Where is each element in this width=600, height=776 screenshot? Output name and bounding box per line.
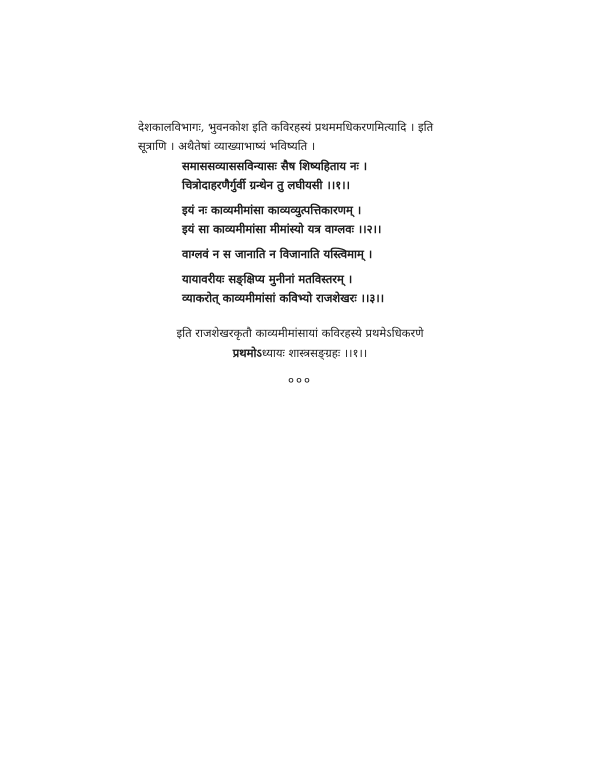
verse-line: समाससव्याससविन्यासः सैष शिष्यहिताय नः ।	[182, 159, 368, 173]
colophon-line-2	[130, 343, 470, 363]
verse-line: व्याकरोत् काव्यमीमांसां कविभ्यो राजशेखरः ।।३।।	[182, 291, 385, 305]
end-mark: ०००	[288, 373, 312, 387]
colophon-rest: ध्यायः शास्त्रसङ्ग्रहः ।।१।।	[261, 346, 368, 360]
prose-line-1: देशकालविभागः, भुवनकोश इति कविरहस्यं प्रथममधिकरणमित्यादि । इति	[138, 120, 434, 134]
verse-line: चित्रोदाहरणैर्गुर्वी ग्रन्थेन तु लघीयसी ।।१।।	[182, 178, 350, 192]
chapter-colophon	[130, 323, 470, 363]
verse-stanza-2	[182, 201, 472, 239]
verse-block	[182, 157, 472, 314]
verse-line: इयं सा काव्यमीमांसा मीमांस्यो यत्र वाग्लवः ।।२।।	[182, 222, 382, 236]
verse-line: इयं नः काव्यमीमांसा काव्यव्युत्पत्तिकारणम् ।	[182, 203, 362, 217]
colophon-line-1: इति राजशेखरकृतौ काव्यमीमांसायां कविरहस्ये प्रथमेऽधिकरणे	[176, 326, 424, 340]
verse-line: यायावरीयः सङ्क्षिप्य मुनीनां मतविस्तरम् ।	[182, 272, 353, 286]
verse-stanza-1	[182, 157, 472, 195]
verse-stanza-4	[182, 270, 472, 308]
prose-paragraph	[138, 118, 468, 156]
prose-line-2: सूत्राणि । अथैतेषां व्याख्याभाष्यं भविष्यति ।	[138, 139, 316, 153]
verse-stanza-3	[182, 245, 472, 264]
verse-line: वाग्लवं न स जानाति न विजानाति यस्त्विमाम् ।	[182, 247, 373, 261]
colophon-bold-word: प्रथमोऽ	[232, 346, 262, 360]
